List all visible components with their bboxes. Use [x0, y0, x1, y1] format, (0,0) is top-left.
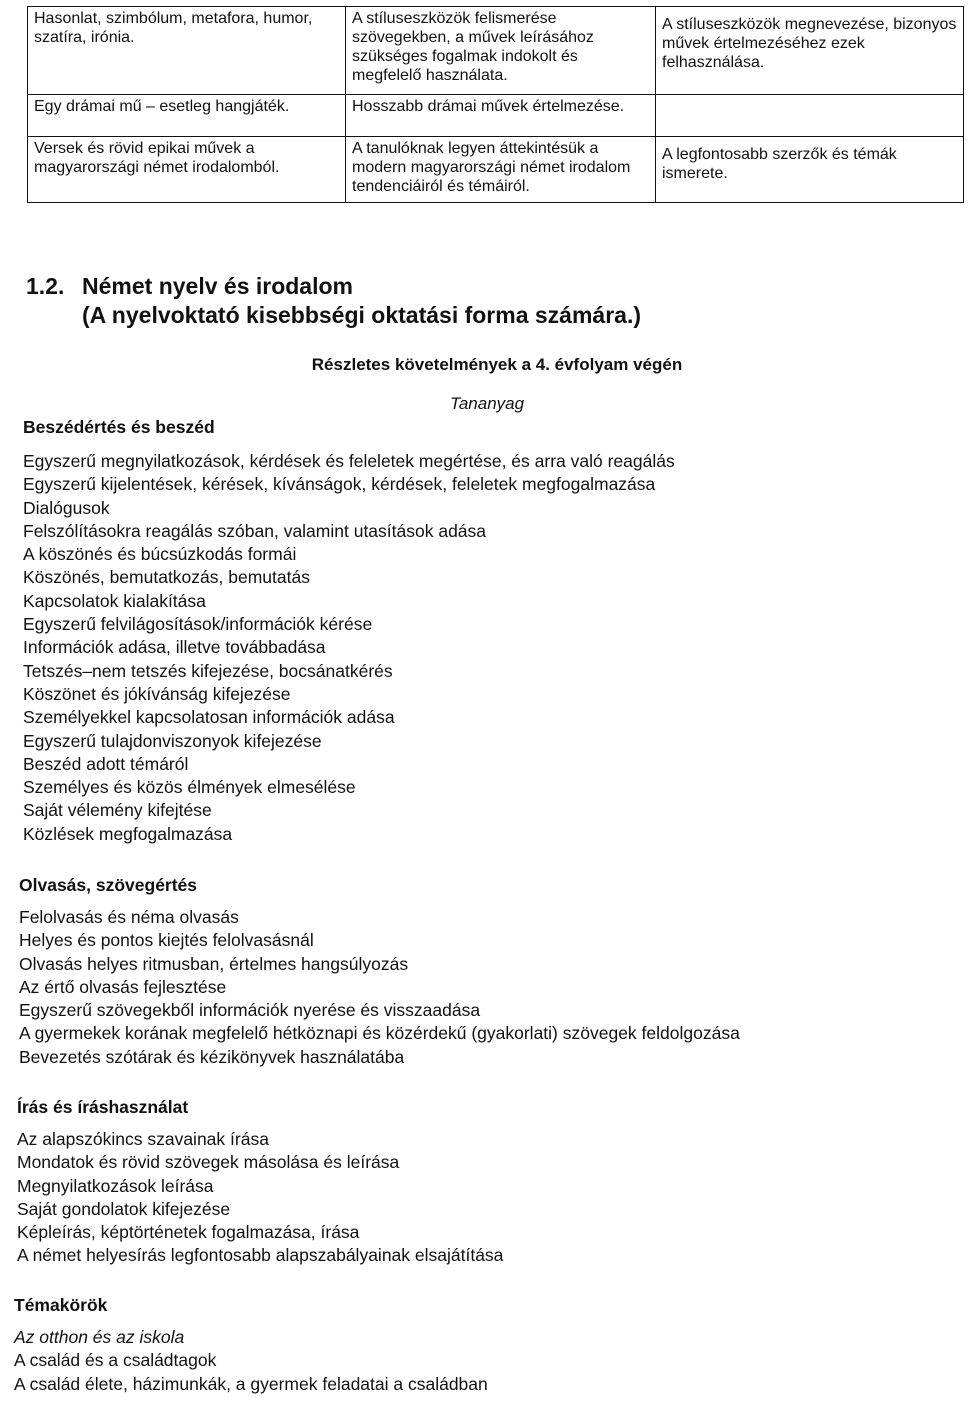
requirements-table — [27, 6, 964, 203]
table-cell — [656, 95, 964, 137]
table-cell: Hasonlat, szimbólum, metafora, humor, szatíra, irónia. — [28, 7, 346, 95]
list-item: Képleírás, képtörténetek fogalmazása, írása — [17, 1222, 360, 1243]
topics-section-title: Témakörök — [14, 1295, 108, 1315]
topics-list — [14, 1326, 488, 1396]
reading-section — [19, 874, 740, 1069]
speech-list — [23, 450, 675, 846]
list-item: Egyszerű felvilágosítások/információk kérése — [23, 614, 373, 635]
list-item: Megnyilatkozások leírása — [17, 1175, 214, 1196]
requirements-subheading: Részletes követelmények a 4. évfolyam végén — [311, 355, 683, 374]
list-item: Egyszerű megnyilatkozások, kérdések és feleletek megértése, és arra való reagálás — [23, 451, 675, 471]
reading-section-title: Olvasás, szövegértés — [19, 875, 198, 895]
list-item: Információk adása, illetve továbbadása — [23, 637, 326, 658]
table-cell: A legfontosabb szerzők és témák ismerete. — [656, 137, 964, 203]
list-item: Egyszerű szövegekből információk nyerése és visszaadása — [19, 1000, 481, 1021]
list-item: Az otthon és az iskola — [14, 1327, 185, 1347]
table-cell: Egy drámai mű – esetleg hangjáték. — [28, 95, 346, 137]
list-item: Saját gondolatok kifejezése — [17, 1198, 231, 1219]
table-row — [28, 7, 964, 95]
list-item: Egyszerű kijelentések, kérések, kívánságok, kérdések, feleletek megfogalmazása — [23, 474, 656, 495]
writing-section-title: Írás és íráshasználat — [17, 1097, 189, 1117]
list-item: A család élete, házimunkák, a gyermek feladatai a családban — [14, 1373, 488, 1394]
list-item: Dialógusok — [23, 497, 110, 518]
speech-section — [23, 416, 675, 846]
table-cell: A stíluseszközök megnevezése, bizonyos művek értelmezéséhez ezek felhasználása. — [656, 7, 964, 95]
table-row — [28, 95, 964, 137]
list-item: Köszönet és jókívánság kifejezése — [23, 683, 291, 704]
list-item: Közlések megfogalmazása — [23, 823, 233, 844]
table-row — [28, 137, 964, 203]
list-item: Személyes és közös élmények elmesélése — [23, 777, 356, 798]
list-item: Felszólításokra reagálás szóban, valamint utasítások adása — [23, 520, 487, 541]
list-item: A gyermekek korának megfelelő hétköznapi és közérdekű (gyakorlati) szövegek feldolgozása — [19, 1023, 740, 1044]
list-item: Olvasás helyes ritmusban, értelmes hangsúlyozás — [19, 953, 409, 974]
table-cell: A tanulóknak legyen áttekintésük a modern magyarországi német irodalom tendenciáiról és témáiról. — [346, 137, 656, 203]
list-item: A család és a családtagok — [14, 1350, 217, 1371]
list-item: Beszéd adott témáról — [23, 753, 189, 774]
curriculum-subtitle: Tananyag — [450, 394, 525, 413]
speech-section-title: Beszédértés és beszéd — [23, 417, 215, 437]
list-item: Mondatok és rövid szövegek másolása és leírása — [17, 1152, 400, 1173]
list-item: A német helyesírás legfontosabb alapszabályainak elsajátítása — [17, 1245, 504, 1266]
list-item: Saját vélemény kifejtése — [23, 800, 212, 821]
list-item: Bevezetés szótárak és kézikönyvek használatába — [19, 1046, 405, 1067]
list-item: A köszönés és búcsúzkodás formái — [23, 544, 297, 565]
list-item: Az értő olvasás fejlesztése — [19, 976, 227, 997]
topics-section — [14, 1294, 488, 1396]
list-item: Felolvasás és néma olvasás — [19, 907, 239, 927]
writing-section — [17, 1096, 503, 1268]
list-item: Egyszerű tulajdonviszonyok kifejezése — [23, 730, 322, 751]
writing-list — [17, 1128, 503, 1268]
section-heading — [26, 272, 641, 330]
table-cell: Hosszabb drámai művek értelmezése. — [346, 95, 656, 137]
table-cell: A stíluseszközök felismerése szövegekben, a művek leírásához szükséges fogalmak indokolt és megfelelő használata. — [346, 7, 656, 95]
section-title-note: (A nyelvoktató kisebbségi oktatási forma számára.) — [82, 302, 642, 328]
list-item: Köszönés, bemutatkozás, bemutatás — [23, 567, 310, 588]
reading-list — [19, 906, 740, 1069]
table-cell: Versek és rövid epikai művek a magyarországi német irodalomból. — [28, 137, 346, 203]
list-item: Tetszés–nem tetszés kifejezése, bocsánatkérés — [23, 660, 393, 681]
section-title: Német nyelv és irodalom — [82, 273, 353, 299]
list-item: Kapcsolatok kialakítása — [23, 590, 206, 611]
list-item: Helyes és pontos kiejtés felolvasásnál — [19, 930, 314, 951]
section-number: 1.2. — [26, 273, 65, 299]
list-item: Az alapszókincs szavainak írása — [17, 1129, 269, 1149]
list-item: Személyekkel kapcsolatosan információk adása — [23, 707, 395, 728]
